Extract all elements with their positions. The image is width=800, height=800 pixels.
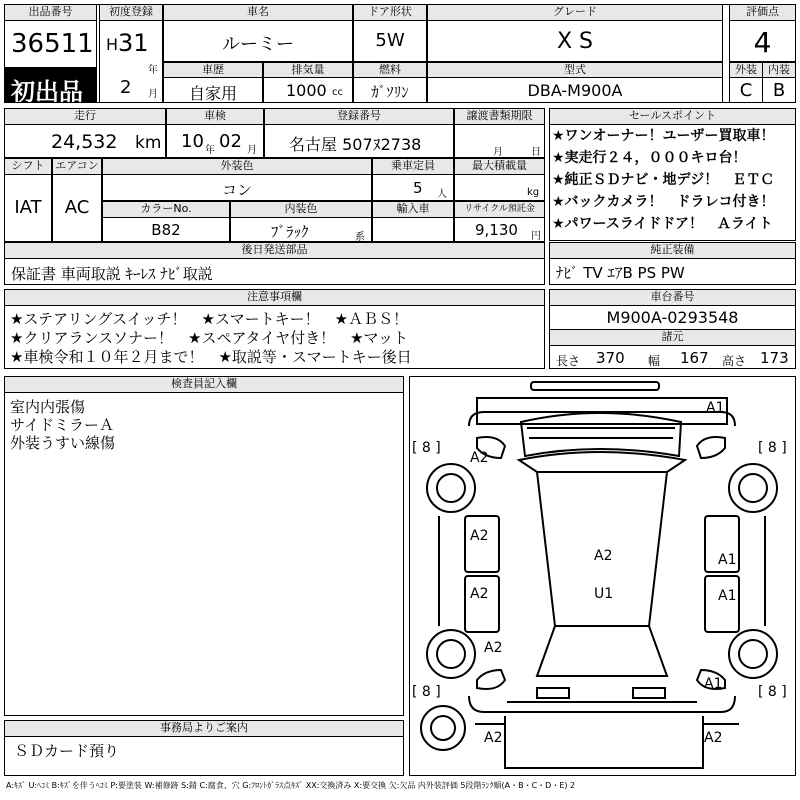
inspector-line-3: 外装うすい線傷 (10, 434, 116, 452)
score-label: 評価点 (729, 4, 796, 21)
load-unit: kg (527, 187, 540, 198)
first-reg-label: 初度登録 (99, 4, 163, 21)
grade: X S (556, 29, 594, 54)
lot-no: 36511 (11, 29, 94, 59)
mark-rear-left-fender: A2 (484, 640, 503, 656)
later: 保証書 車両取説 ｷｰﾚｽ ﾅﾋﾞ取説 (11, 265, 213, 283)
ext-color: コン (221, 181, 252, 199)
reg-year-unit: 年 (148, 65, 158, 76)
recycle: 9,130 (475, 221, 518, 239)
width-value: 167 (680, 349, 709, 367)
mileage-label: 走行 (4, 108, 166, 125)
car-diagram (409, 376, 796, 776)
transfer-day-unit: 日 (531, 147, 541, 158)
door-cell (353, 20, 427, 62)
ext-color-cell (102, 174, 372, 201)
inspection-year: 10 (181, 131, 204, 152)
length-value: 370 (596, 349, 625, 367)
reg-no: 名古屋 507ﾇ2738 (289, 135, 422, 154)
equipment-label: 純正装備 (549, 242, 796, 259)
tire-depth-rear-right: [ 8 ] (758, 684, 787, 700)
notes-line-2: ★クリアランスソナー！ ★スペアタイヤ付き！ ★マット (10, 329, 408, 347)
score-cell (729, 20, 796, 62)
displacement-label: 排気量 (263, 62, 353, 78)
car-name-cell (163, 20, 353, 62)
transfer-cell (454, 124, 545, 158)
ext-color-label: 外装色 (102, 158, 372, 175)
inspection-cell (166, 124, 264, 158)
inspection-year-unit: 年 (205, 145, 215, 156)
width-label: 幅 (648, 354, 661, 368)
sales-line-2: ★実走行２４，０００キロ台！ (552, 150, 747, 166)
fuel: ｶﾞｿﾘﾝ (371, 83, 409, 101)
mark-roof: A2 (594, 548, 613, 564)
history: 自家用 (188, 84, 237, 103)
history-label: 車歴 (163, 62, 263, 78)
mileage-cell (4, 124, 166, 158)
height-value: 173 (760, 349, 789, 367)
first-listing-badge (4, 67, 97, 103)
shift: IAT (14, 197, 42, 218)
transfer-month-unit: 月 (493, 147, 503, 158)
capacity: 5 (413, 179, 423, 197)
mark-rear-left-door: A2 (470, 586, 489, 602)
first-listing-text: 初出品 (11, 78, 83, 103)
grade-cell (427, 20, 723, 62)
shift-cell (4, 174, 52, 242)
load-cell (454, 174, 545, 201)
reg-no-label: 登録番号 (264, 108, 454, 125)
shift-label: シフト (4, 158, 52, 175)
equipment-value: ﾅﾋﾞ TV ｴｱB PS PW (556, 264, 685, 282)
ac-cell (52, 174, 102, 242)
model: DBA-M900A (527, 81, 623, 100)
capacity-cell (372, 174, 454, 201)
interior-cell (762, 77, 796, 103)
transfer-label: 譲渡書類期限 (454, 108, 545, 125)
mark-front-left-fender: A2 (470, 450, 489, 466)
mileage: 24,532 (51, 131, 118, 153)
reg-month-unit: 月 (148, 89, 158, 100)
interior: B (772, 80, 786, 101)
capacity-unit: 人 (437, 189, 447, 200)
int-color-unit: 系 (355, 232, 365, 242)
door: 5W (375, 30, 405, 51)
lot-no-cell (4, 20, 97, 68)
car-name: ルーミー (222, 34, 294, 55)
load-label: 最大積載量 (454, 158, 545, 175)
tire-depth-rear-left: [ 8 ] (412, 684, 441, 700)
color-no-label: カラーNo. (102, 201, 230, 218)
mark-front-bumper: A1 (706, 400, 725, 416)
inspection-label: 車検 (166, 108, 264, 125)
recycle-unit: 円 (531, 231, 541, 242)
int-color-cell (230, 217, 372, 242)
inspector-line-2: サイドミラーＡ (10, 416, 114, 434)
specs-label: 諸元 (549, 329, 796, 346)
displacement-unit: cc (332, 87, 343, 98)
color-no-cell (102, 217, 230, 242)
mark-front-right-door: A1 (718, 552, 737, 568)
model-label: 型式 (427, 62, 723, 78)
exterior-cell (729, 77, 763, 103)
int-color: ﾌﾞﾗｯｸ (271, 223, 309, 241)
office-text: ＳＤカード預り (14, 742, 120, 760)
inspector-line-1: 室内内張傷 (10, 398, 86, 416)
tire-depth-front-left: [ 8 ] (412, 440, 441, 456)
office-label: 事務局よりご案内 (4, 720, 404, 737)
notes-line-3: ★車検令和１０年２月まで！ ★取説等・スマートキー後日 (10, 348, 412, 366)
height-label: 高さ (722, 354, 747, 368)
car-name-label: 車名 (163, 4, 353, 21)
inspector-label: 検査員記入欄 (4, 376, 404, 393)
history-cell (163, 77, 263, 103)
tire-depth-front-right: [ 8 ] (758, 440, 787, 456)
inspection-month: 02 (219, 131, 242, 152)
mark-rear-bumper-right: A2 (704, 730, 723, 746)
chassis-value: M900A-0293548 (606, 308, 739, 327)
capacity-label: 乗車定員 (372, 158, 454, 175)
mark-rear-bumper-left: A2 (484, 730, 503, 746)
mileage-unit: km (135, 133, 162, 153)
exterior: C (739, 80, 753, 101)
chassis-label: 車台番号 (549, 289, 796, 306)
mark-front-left-door: A2 (470, 528, 489, 544)
legend: A:ｷｽﾞ U:ﾍｺﾐ B:ｷｽﾞを伴うﾍｺﾐ P:要塗装 W:補修跡 S:錆 C:腐食、穴 G:ﾌﾛﾝﾄｶﾞﾗｽ点ｷｽﾞ XX:交換済み X:要交換 欠:欠品 内外装評価 5段階ﾗﾝｸ順(A・B・C・D・E) 2 (6, 781, 576, 790)
reg-no-cell (264, 124, 454, 158)
import-cell (372, 217, 454, 242)
import-label: 輸入車 (372, 201, 454, 218)
int-color-label: 内装色 (230, 201, 372, 218)
sales-line-4: ★バックカメラ！ ドラレコ付き！ (552, 194, 775, 210)
model-cell (427, 77, 723, 103)
inspection-month-unit: 月 (247, 145, 257, 156)
lot-no-label: 出品番号 (4, 4, 97, 21)
interior-label: 内装 (762, 62, 796, 78)
color-no: B82 (151, 221, 181, 239)
later-label: 後日発送部品 (4, 242, 545, 259)
notes-label: 注意事項欄 (4, 289, 545, 306)
notes-line-1: ★ステアリングスイッチ！ ★スマートキー！ ★ＡＢＳ！ (10, 310, 409, 328)
grade-label: グレード (427, 4, 723, 21)
score: 4 (753, 26, 772, 59)
recycle-cell (454, 217, 545, 242)
mark-hatch: U1 (594, 586, 614, 602)
displacement: 1000 (286, 81, 327, 100)
sales-line-3: ★純正ＳＤナビ・地デジ！ ＥＴＣ (552, 172, 775, 188)
ac-label: エアコン (52, 158, 102, 175)
sales-label: セールスポイント (549, 108, 796, 125)
era: H (106, 35, 119, 54)
sales-line-1: ★ワンオーナー！ユーザー買取車！ (552, 128, 775, 144)
exterior-label: 外装 (729, 62, 763, 78)
first-reg-cell (99, 20, 163, 103)
displacement-cell (263, 77, 353, 103)
ac: AC (64, 197, 90, 218)
sales-line-5: ★パワースライドドア！ Ａライト (552, 216, 773, 232)
reg-year: 31 (118, 29, 149, 57)
mark-rear-right-fender: A1 (704, 676, 723, 692)
recycle-label: リサイクル預託金 (454, 201, 545, 218)
later-cell (4, 258, 545, 285)
reg-month: 2 (120, 77, 132, 98)
mark-rear-right-door: A1 (718, 588, 737, 604)
fuel-cell (353, 77, 427, 103)
fuel-label: 燃料 (353, 62, 427, 78)
door-label: ドア形状 (353, 4, 427, 21)
length-label: 長さ (556, 354, 581, 368)
